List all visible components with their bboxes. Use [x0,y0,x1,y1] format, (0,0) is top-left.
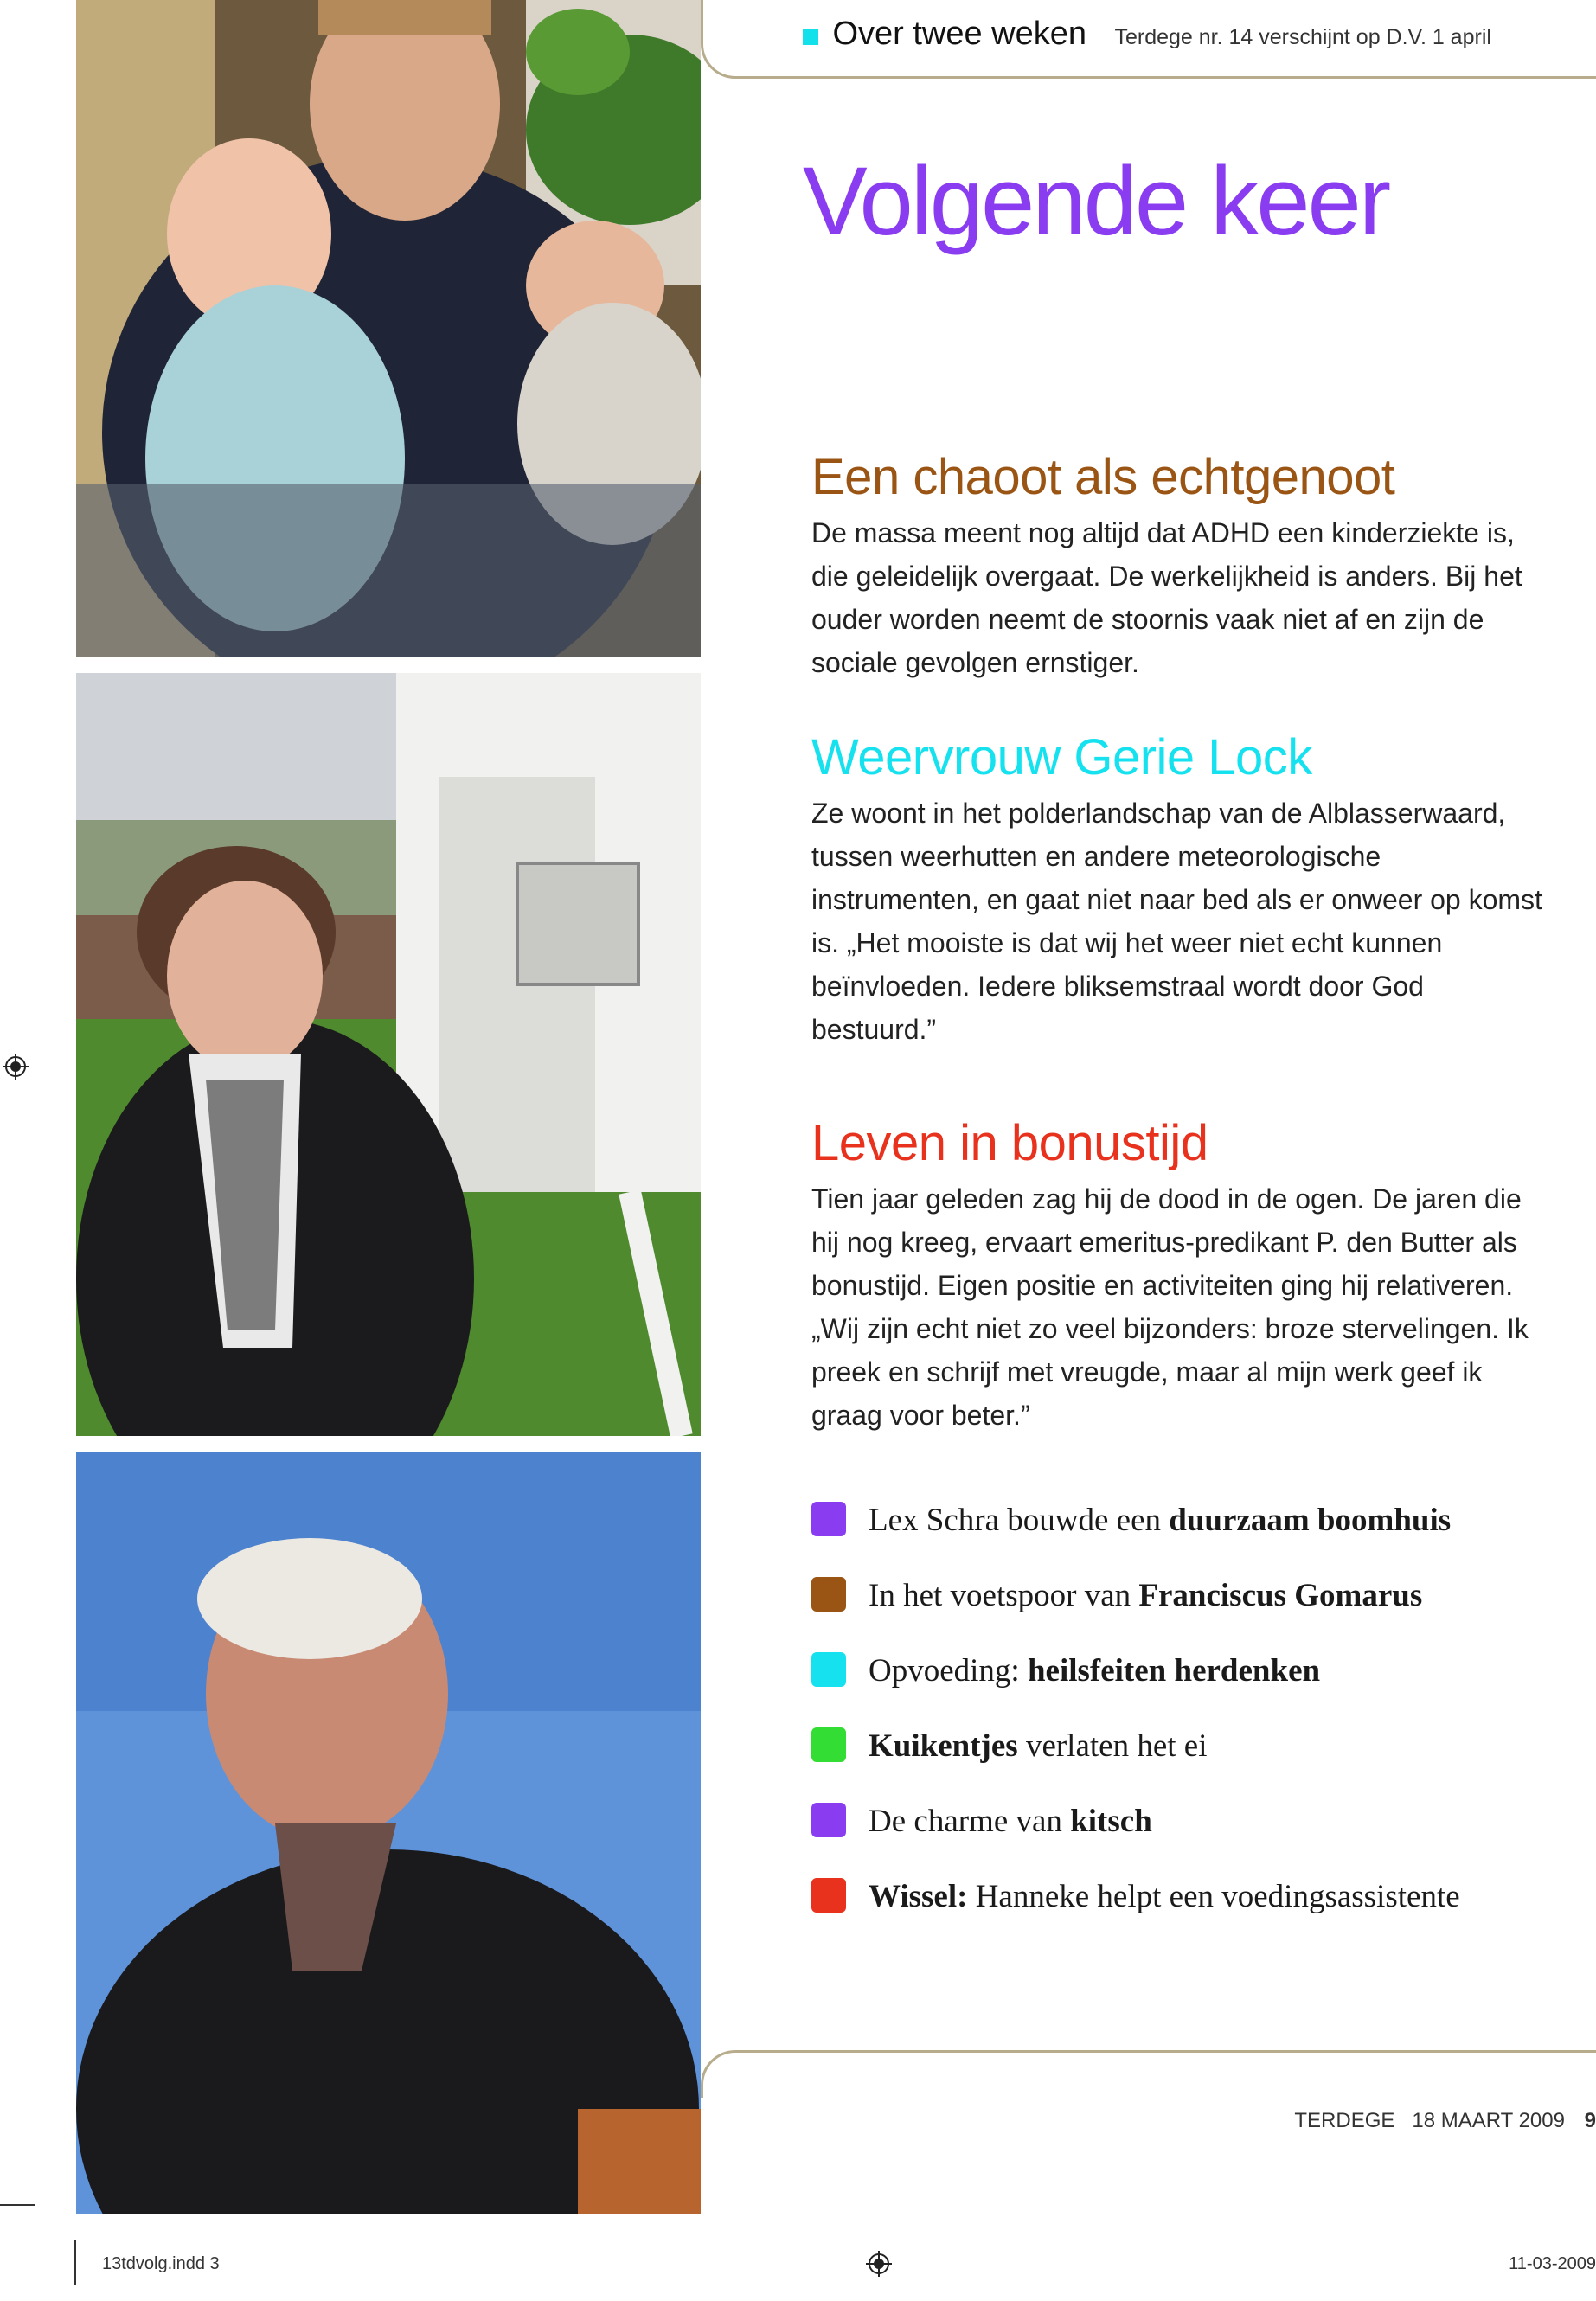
teaser-text: Kuikentjes verlaten het ei [869,1728,1208,1764]
registration-mark-icon [3,1054,29,1080]
teaser-item [811,1727,1573,1803]
teaser-text: In het voetspoor van Franciscus Gomarus [869,1578,1423,1613]
teaser-text: Opvoeding: heilsfeiten herdenken [869,1653,1321,1689]
page-number: 9 [1584,2109,1596,2132]
issue-date: 18 MAART 2009 [1412,2109,1565,2132]
teaser-text: De charme van kitsch [869,1804,1152,1839]
crop-mark [74,2240,76,2285]
photo-emeritus-pastor [76,1452,701,2214]
color-square-icon [811,1652,846,1687]
article-heading: Leven in bonustijd [811,1115,1208,1171]
article-body: Tien jaar geleden zag hij de dood in de ogen. De jaren die hij nog kreeg, ervaart emeritus-predikant P. den Butter als bonustijd. Eigen positie en activiteiten ging hij relativeren. „Wij zijn echt niet zo veel bijzonders: broze stervelingen. Ik preek en schrijf met vreugde, maar al mijn werk geef ik graag voor beter.” [811,1183,1529,1431]
color-square-icon [811,1727,846,1762]
cyan-square-icon [803,29,818,45]
page-footer [1294,2109,1596,2133]
color-square-icon [811,1803,846,1837]
teaser-text: Lex Schra bouwde een duurzaam boomhuis [869,1503,1452,1538]
teaser-item [811,1803,1573,1878]
color-square-icon [811,1577,846,1612]
frame-line-bottom [701,2050,1596,2098]
article-bonustijd [811,1114,1555,1437]
teaser-item [811,1577,1573,1652]
page-title: Volgende keer [803,147,1389,255]
article-weervrouw [811,728,1555,1051]
article-body: Ze woont in het polderlandschap van de Alblasserwaard, tussen weerhutten en andere meteorologische instrumenten, en gaat niet naar bed als er onweer op komst is. „Het mooiste is dat wij het weer niet echt kunnen beïnvloeden. Iedere bliksemstraal wordt door God bestuurd.” [811,798,1542,1045]
photo-father-with-babies [76,0,701,657]
slug-date: 11-03-2009 [1509,2254,1596,2273]
teaser-item [811,1502,1573,1577]
crop-mark [0,2204,35,2206]
teaser-item [811,1652,1573,1727]
slug-file: 13tdvolg.indd 3 [102,2254,220,2273]
article-adhd [811,448,1555,684]
article-body: De massa meent nog altijd dat ADHD een kinderziekte is, die geleidelijk overgaat. De werkelijkheid is anders. Bij het ouder worden neemt de stoornis vaak niet af en zijn de sociale gevolgen ernstiger. [811,517,1522,678]
photo-weather-woman [76,673,701,1436]
teaser-item [811,1878,1573,1953]
color-square-icon [811,1502,846,1536]
section-label: Over twee weken [832,16,1087,52]
registration-mark-icon [866,2251,892,2277]
teaser-list [811,1502,1573,1953]
issue-note: Terdege nr. 14 verschijnt op D.V. 1 april [1114,25,1491,49]
header-line [803,16,1491,53]
teaser-text: Wissel: Hanneke helpt een voedingsassistente [869,1879,1460,1914]
article-heading: Een chaoot als echtgenoot [811,449,1395,505]
color-square-icon [811,1878,846,1913]
article-heading: Weervrouw Gerie Lock [811,729,1312,785]
magazine-name: TERDEGE [1294,2109,1395,2132]
